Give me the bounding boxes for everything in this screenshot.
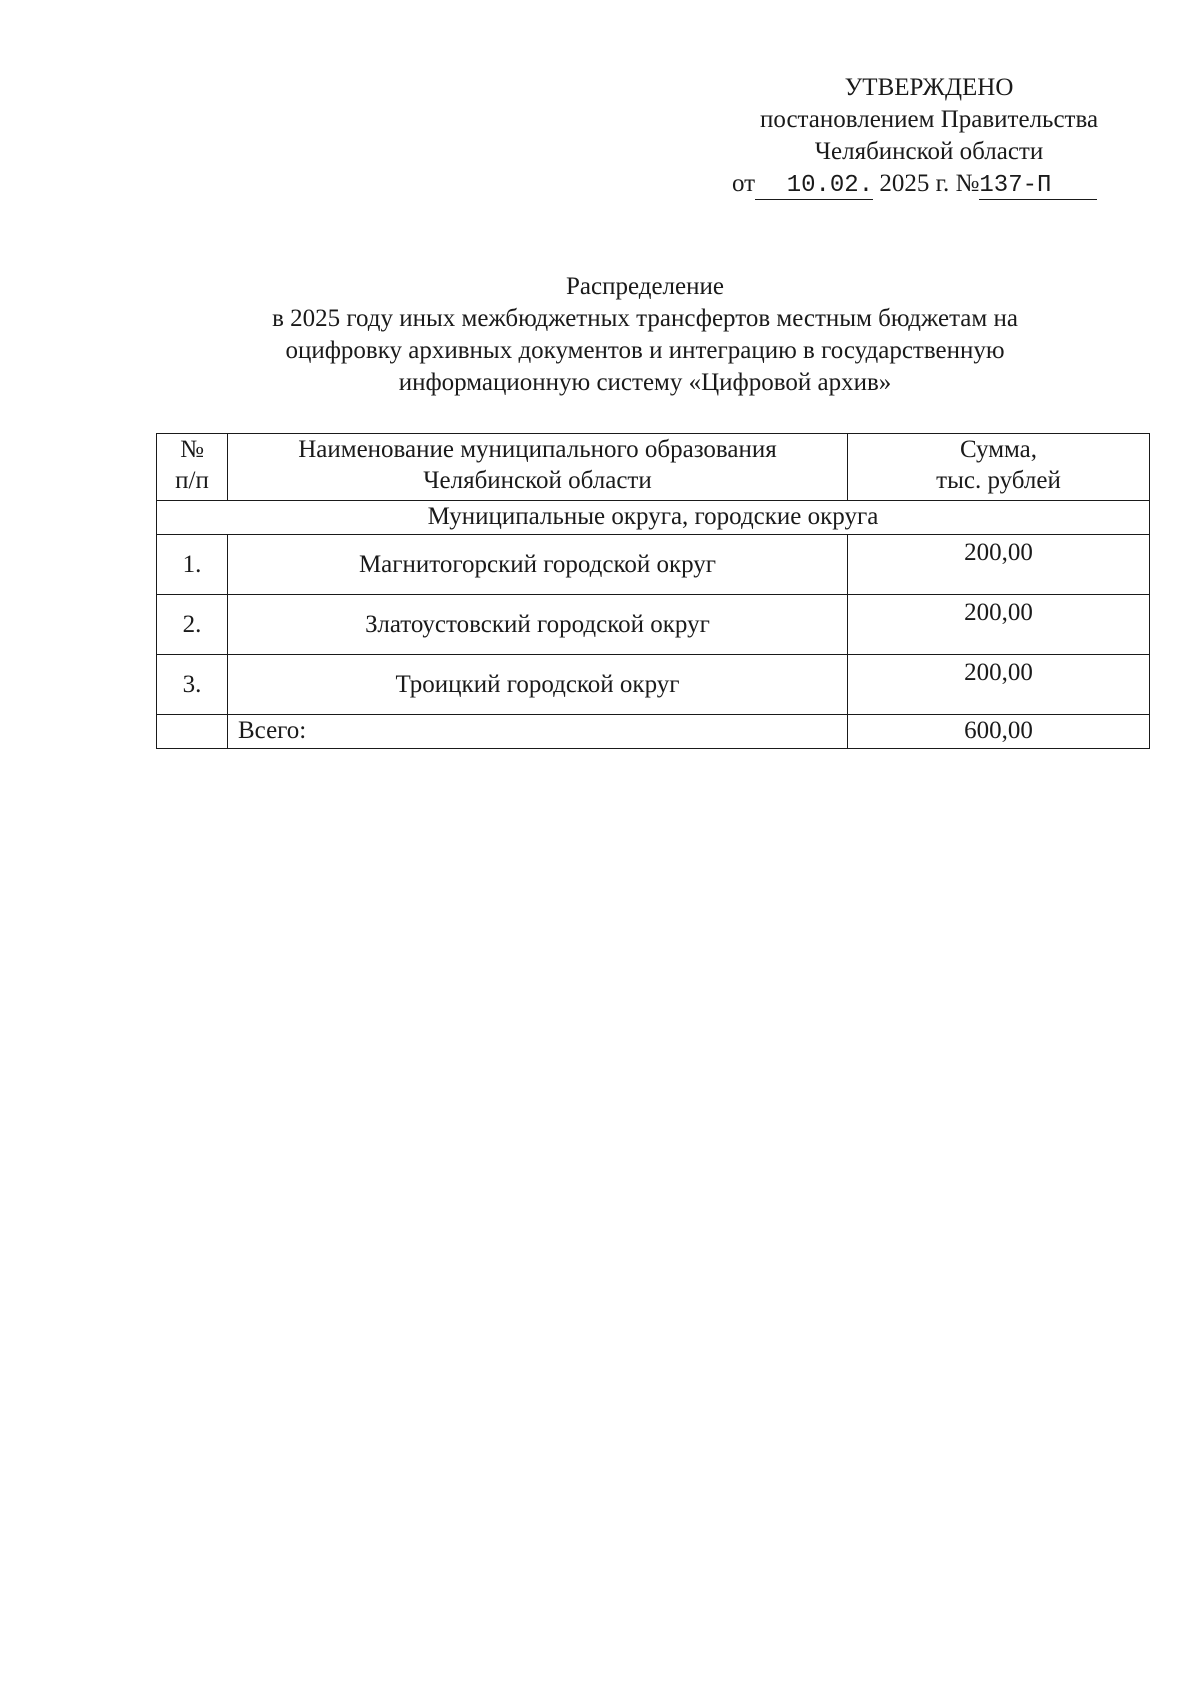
approval-heading: УТВЕРЖДЕНО	[844, 74, 1014, 101]
approval-date-line	[728, 168, 1130, 200]
row-name: Магнитогорский городской округ	[228, 535, 848, 595]
approval-number: 137-П	[979, 173, 1097, 200]
row-sum: 200,00	[848, 595, 1150, 655]
approval-resolution: постановлением Правительства	[759, 106, 1099, 133]
title-line-2: в 2025 году иных межбюджетных трансфертов местным бюджетам на	[272, 305, 1018, 332]
table-row	[157, 535, 1150, 595]
header-name-line1: Наименование муниципального образования	[298, 436, 777, 463]
table-row	[157, 655, 1150, 715]
section-row	[157, 501, 1150, 535]
total-sum: 600,00	[848, 715, 1150, 749]
row-number: 1.	[157, 535, 228, 595]
approval-date: 10.02.	[755, 173, 873, 200]
document-title	[150, 271, 1140, 399]
header-sum	[848, 434, 1150, 501]
row-name: Троицкий городской округ	[228, 655, 848, 715]
header-number-line2: п/п	[175, 467, 209, 494]
header-number	[157, 434, 228, 501]
table-header-row	[157, 434, 1150, 501]
title-line-1: Распределение	[566, 273, 724, 300]
row-sum: 200,00	[848, 535, 1150, 595]
distribution-table	[156, 433, 1150, 749]
row-name: Златоустовский городской округ	[228, 595, 848, 655]
title-line-4: информационную систему «Цифровой архив»	[398, 369, 892, 396]
row-number: 3.	[157, 655, 228, 715]
total-row	[157, 715, 1150, 749]
header-name	[228, 434, 848, 501]
table-row	[157, 595, 1150, 655]
approval-year: 2025 г. №	[879, 170, 980, 197]
approval-region: Челябинской области	[814, 138, 1044, 165]
header-name-line2: Челябинской области	[423, 467, 652, 494]
title-line-3: оцифровку архивных документов и интеграцию в государственную	[285, 337, 1005, 364]
approval-stamp	[728, 72, 1130, 200]
header-sum-line1: Сумма,	[959, 436, 1038, 463]
header-sum-line2: тыс. рублей	[936, 467, 1061, 494]
header-number-line1: №	[180, 436, 204, 463]
total-number-cell	[157, 715, 228, 749]
total-label: Всего:	[228, 715, 848, 749]
approval-date-prefix: от	[732, 170, 756, 197]
row-sum: 200,00	[848, 655, 1150, 715]
row-number: 2.	[157, 595, 228, 655]
section-label: Муниципальные округа, городские округа	[157, 501, 1150, 535]
